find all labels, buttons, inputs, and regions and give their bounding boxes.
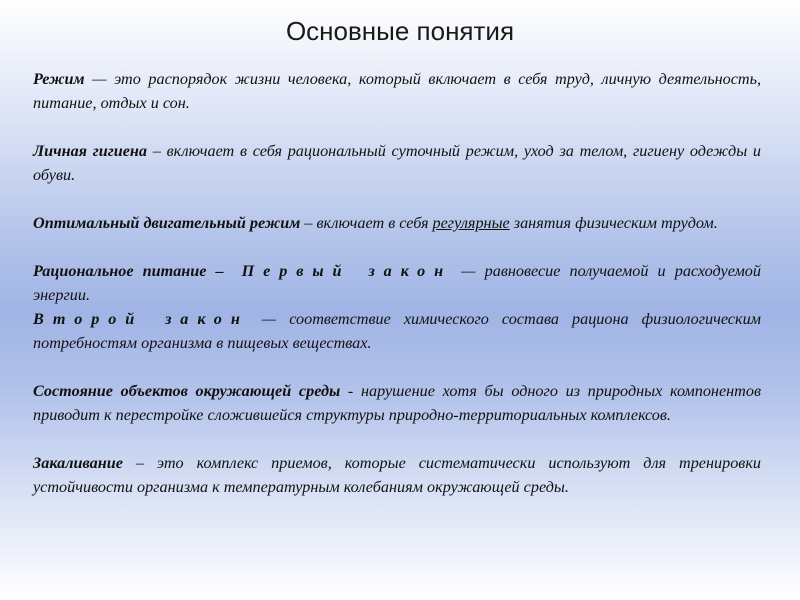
term-motor-regime: Оптимальный двигательный режим — [33, 214, 301, 232]
slide-title: Основные понятия — [285, 16, 515, 46]
underlined-word-regular: регулярные — [432, 214, 510, 232]
slide-content — [33, 67, 761, 499]
term-rational-nutrition: Рациональное питание – — [33, 262, 224, 280]
definition-environment-state — [33, 379, 761, 427]
definition-motor-regime-text-before: – включает в себя — [300, 214, 433, 232]
first-law-label: Первый закон — [223, 262, 453, 280]
second-law-text: — соответствие химического состава рациона физиологическим потребностям организма в пищевых веществах. — [33, 310, 761, 352]
term-hardening: Закаливание — [33, 454, 123, 472]
definition-hardening — [33, 451, 761, 499]
term-personal-hygiene: Личная гигиена — [33, 142, 147, 160]
definition-motor-regime-text-after: занятия физическим трудом. — [509, 214, 718, 232]
term-environment-state: Состояние объектов окружающей среды — [33, 382, 341, 400]
second-law-label: Второй закон — [33, 310, 249, 328]
definition-second-law — [33, 307, 761, 355]
definition-personal-hygiene — [33, 139, 761, 187]
definition-environment-state-text: - нарушение хотя бы одного из природных компонентов приводит к перестройке сложившейся структуры природно-территориальных комплексов. — [33, 382, 761, 424]
first-law-text: — равновесие получаемой и расходуемой энергии. — [33, 262, 761, 304]
definition-regime-text: — это распорядок жизни человека, который включает в себя труд, личную деятельность, питание, отдых и сон. — [33, 70, 761, 112]
term-regime: Режим — [33, 70, 85, 88]
definition-motor-regime — [33, 211, 761, 235]
definition-hardening-text: – это комплекс приемов, которые систематически используют для тренировки устойчивости организма к температурным колебаниям окружающей среды. — [33, 454, 761, 496]
definition-regime — [33, 67, 761, 115]
definition-rational-nutrition — [33, 259, 761, 307]
definition-personal-hygiene-text: – включает в себя рациональный суточный режим, уход за телом, гигиену одежды и обуви. — [33, 142, 761, 184]
